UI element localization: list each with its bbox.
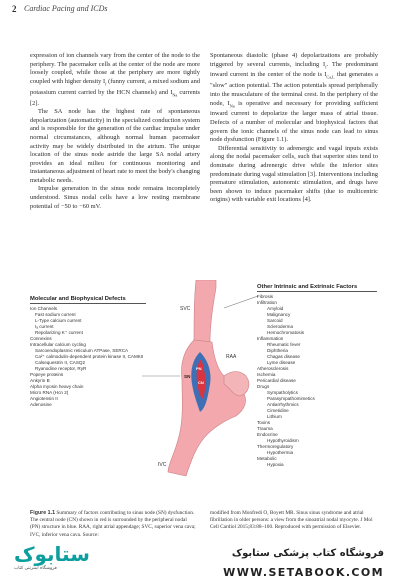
pn-label: PN — [196, 366, 202, 371]
list-item: Popeye proteins — [30, 372, 64, 377]
paragraph: Differential sensitivity to adrenergic and vagal inputs exists along the nodal pacemaker cells, such that superior sites tend to dominate during adrenergic drive while the inferior sites predominate during vagal stimulation [3]. Interventions including premature stimulation, autonomic stimulation, and drugs have been shown to induce pacemaker shifts (due to multicentric origins) with variable exit locations [4]. — [210, 144, 378, 204]
ivc-label: IVC — [158, 462, 167, 468]
list-item: Antiarrhythmics — [267, 402, 299, 407]
list-item: Ca²⁺ calmodulin-dependent protein kinase II, CAMKII — [35, 354, 144, 359]
list-item: Adenosine — [30, 402, 52, 407]
sinus-node-diagram — [140, 280, 260, 495]
list-item: Hemochromatosis — [267, 330, 305, 335]
list-item: Toxins — [257, 420, 271, 425]
list-item: L-Type calcium current — [35, 318, 82, 323]
page-header — [12, 4, 388, 18]
list-item: Fast sodium current — [35, 312, 76, 317]
caption-right: modified from Monfredi O, Boyett MR. Sinus sinus syndrome and atrial fibrillation in older persons: a view from the sinoatrial nodal myocyte. J Mol Cell Cardiol 2015;83:88–100. Reproduced with permission of Elsevier. — [210, 510, 373, 531]
box-rule — [257, 291, 377, 292]
extrinsic-factors-title: Other Intrinsic and Extrinsic Factors — [257, 284, 358, 290]
list-item: Endocrine — [257, 432, 278, 437]
svc-vessel — [194, 280, 216, 342]
list-item: Micro RNA (Hcn 2) — [30, 390, 69, 395]
svc-label: SVC — [180, 306, 191, 312]
list-item: Fibrosis — [257, 294, 274, 299]
right-atrium — [168, 340, 246, 476]
list-item: Sarcoid — [267, 318, 283, 323]
cn-label: CN — [198, 380, 204, 385]
list-item: Atherosclerosis — [257, 366, 289, 371]
raa-label: RAA — [226, 354, 237, 360]
list-item: Iₐ current — [35, 324, 54, 329]
extrinsic-factors-box — [257, 284, 377, 468]
box-rule — [30, 303, 146, 304]
figure-1-1 — [30, 280, 380, 510]
store-footer — [0, 520, 400, 579]
list-item: Drugs — [257, 384, 270, 389]
list-item: Ankyrin B — [30, 378, 50, 383]
paragraph: Spontaneous diastolic (phase 4) depolarizations are probably triggered by several currents, including $I_f$. The predominant inward current in the center of the node is $I_{Ca,L}$ that generates a "slow" action potential. The action potentials spread peripherally into the musculature of the terminal crest. In the periphery of the node, $I_{Na}$ is operative and necessary for providing sufficient inward current to depolarize the larger mass of atrial tissue. Defects of a number of molecular and biophysical factors that govern the ionic channels of the sinus node can lead to sinus node dysfunction (Figure 1.1). — [210, 52, 378, 144]
store-title: فروشگاه کتاب پزشکی ستابوک — [231, 548, 384, 559]
list-item: Repolarizing K⁺ current — [35, 330, 83, 335]
list-item: Ion Channels — [30, 306, 58, 311]
store-url-link[interactable]: WWW.SETABOOK.COM — [223, 566, 384, 579]
left-text-column — [30, 52, 200, 211]
list-item: Cimetidine — [267, 408, 289, 413]
list-item: Lyme disease — [267, 360, 296, 365]
list-item: Hypoxia — [267, 462, 284, 467]
list-item: Sarcoendoplasmic reticulum ATPase, SERCA — [35, 348, 129, 353]
list-item: Hypothyroidism — [267, 438, 299, 443]
list-item: Thermoregulatory — [257, 444, 294, 449]
list-item: Pericardial disease — [257, 378, 296, 383]
connector-line — [224, 296, 258, 308]
list-item: Ischemia — [257, 372, 276, 377]
list-item: Sympatholytics — [267, 390, 298, 395]
figure-label: Figure 1.1 — [30, 510, 56, 516]
list-item: Intracellular calcium cycling — [30, 342, 86, 347]
list-item: Hypothermia — [267, 450, 294, 455]
list-item: Parasympathomimetics — [267, 396, 315, 401]
extrinsic-factors-list — [257, 294, 377, 468]
logo-text: ستابوک — [14, 542, 90, 566]
list-item: Rheumatic fever — [267, 342, 301, 347]
list-item: Ryanodine receptor, RyR — [35, 366, 87, 371]
list-item: Malignancy — [267, 312, 291, 317]
list-item: Scleroderma — [267, 324, 294, 329]
list-item: Alpha myosin heavy chain — [30, 384, 84, 389]
list-item: Amyloid — [267, 306, 284, 311]
list-item: Connexins — [30, 336, 52, 341]
list-item: Calsequestrin II, CASQ2 — [35, 360, 86, 365]
list-item: Chagas disease — [267, 354, 300, 359]
list-item: Diphtheria — [267, 348, 288, 353]
paragraph: The SA node has the highest rate of spontaneous depolarization (automaticity) in the specialized conduction system and is responsible for the generation of the cardiac impulse under normal circumstances, although normal human pacemaker activity may be widely distributed in the atrium. The unique location of the sinus node astride the large SA nodal artery provides an ideal milieu for continuous monitoring and instantaneous adjustment of heart rate to meet the body's changing metabolic needs. — [30, 108, 200, 184]
page-number: 2 — [12, 4, 17, 14]
molecular-defects-box — [30, 296, 146, 408]
list-item: Angiotensin II — [30, 396, 58, 401]
list-item: Inflammation — [257, 336, 284, 341]
right-text-column — [210, 52, 378, 205]
sn-label: SN — [184, 374, 191, 379]
list-item: Metabolic — [257, 456, 277, 461]
caption-left: Figure 1.1 Summary of factors contributing to sinus node (SN) dysfunction. The central node (CN) shown in red is surrounded by the peripheral nodal (PN) structure in blue. RAA, right atrial appendage; SVC, superior vena cava; IVC, inferior vena cava. Source: — [30, 510, 196, 538]
list-item: Infiltration — [257, 300, 277, 305]
paragraph: expression of ion channels vary from the center of the node to the periphery. The pacemaker cells at the center of the node are more loosely coupled, while those at the periphery are more tightly coupled with higher density $I_f$ (funny current, a mixed sodium and potassium current carried by the HCN channels) and $I_{Na}$ currents [2]. — [30, 52, 200, 107]
store-logo[interactable] — [14, 542, 90, 572]
molecular-defects-list — [30, 306, 146, 408]
list-item: Lithium — [267, 414, 282, 419]
logo-tagline: فروشگاه اینترنتی کتاب — [14, 566, 57, 571]
running-head: Cardiac Pacing and ICDs — [24, 4, 108, 13]
molecular-defects-title: Molecular and Biophysical Defects — [30, 296, 126, 302]
paragraph: Impulse generation in the sinus node remains incompletely understood. Sinus nodal cells have a low resting membrane potential of −50 to −60 mV. — [30, 185, 200, 210]
list-item: Trauma — [257, 426, 273, 431]
